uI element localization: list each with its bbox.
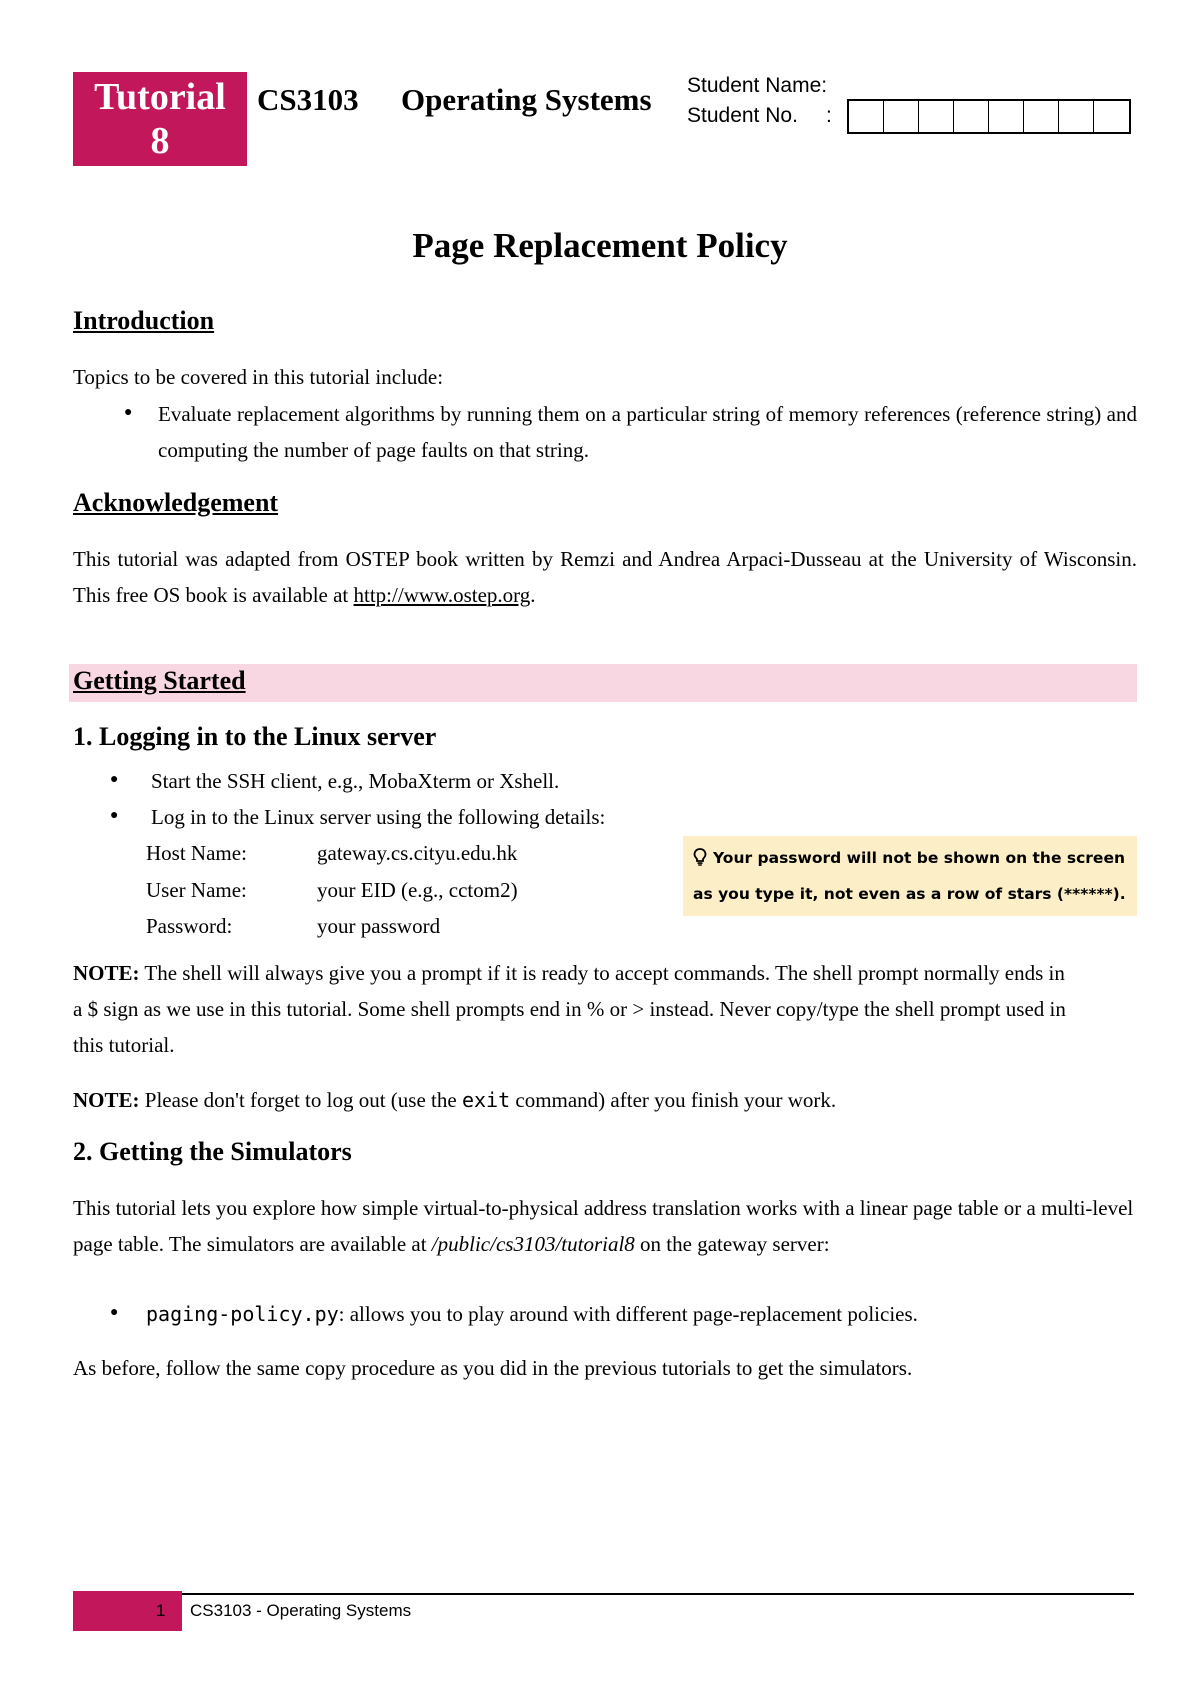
id-digit-box[interactable] [1059,101,1094,132]
password-label: Password: [146,914,233,938]
student-no-label: Student No. [687,104,798,127]
note2 [73,1082,1137,1118]
footer-rule [73,1593,1134,1595]
tutorial-badge [73,72,247,166]
student-name-label: Student Name: [687,74,828,97]
acknowledgement-heading: Acknowledgement [73,488,279,517]
id-digit-box[interactable] [1024,101,1059,132]
tip-line1: Your password will not be shown on the screen [713,849,1125,867]
exit-command: exit [461,1088,511,1112]
section2-title: 2. Getting the Simulators [73,1137,352,1166]
password-value: your password [317,914,441,938]
bullet-icon: ● [110,772,119,787]
course-code: CS3103 [257,82,359,117]
user-name-value: your EID (e.g., cctom2) [317,878,518,902]
note1 [73,955,1073,1063]
ostep-link[interactable]: http://www.ostep.org [353,583,531,607]
course-name: Operating Systems [401,82,652,117]
section2-closing: As before, follow the same copy procedure as you did in the previous tutorials to get the simulators. [73,1356,913,1380]
acknowledgement-body: This tutorial was adapted from OSTEP book written by Remzi and Andrea Arpaci-Dusseau at the University of Wisconsin. This free OS book is available at [73,547,1137,607]
footer-page-number: 1 [156,1601,166,1620]
section1-title: 1. Logging in to the Linux server [73,722,437,751]
section1-bullet1: Start the SSH client, e.g., MobaXterm or Xshell. [151,769,560,793]
getting-started-heading: Getting Started [73,666,246,695]
note1-text: The shell will always give you a prompt if it is ready to accept commands. The shell prompt normally ends in a $ sign as we use in this tutorial. Some shell prompts end in % or > instead. Never copy/type the shell prompt used in this tutorial. [73,961,1066,1057]
tip-line2: as you type it, not even as a row of stars (******). [693,885,1126,903]
host-name-value: gateway.cs.cityu.edu.hk [317,841,518,865]
introduction-bullet: Evaluate replacement algorithms by running them on a particular string of memory references (reference string) and computing the number of page faults on that string. [158,402,1137,462]
simulator-path: /public/cs3103/tutorial8 [431,1232,635,1256]
host-name-label: Host Name: [146,841,247,865]
section1-bullet2: Log in to the Linux server using the following details: [151,805,606,829]
section2-para-before: This tutorial lets you explore how simple virtual-to-physical address translation works with a linear page table or a multi-level page table. The simulators are available at [73,1196,1134,1256]
id-digit-box[interactable] [989,101,1024,132]
user-name-label: User Name: [146,878,247,902]
bullet-icon: ● [110,1305,119,1320]
introduction-heading: Introduction [73,306,215,335]
note2-after: command) after you finish your work. [510,1088,837,1112]
student-no-colon: : [826,104,832,127]
id-digit-box[interactable] [919,101,954,132]
bullet-icon: ● [110,808,119,823]
section2-bullet-text: : allows you to play around with different page-replacement policies. [338,1302,918,1326]
note2-before: Please don't forget to log out (use the [144,1088,462,1112]
introduction-lead: Topics to be covered in this tutorial include: [73,365,444,389]
acknowledgement-text [73,541,1137,613]
bullet-icon: ● [124,405,133,420]
footer-accent [73,1591,182,1631]
page-title: Page Replacement Policy [412,226,788,265]
lightbulb-icon [693,848,707,866]
student-no-boxes[interactable] [847,99,1131,134]
tutorial-badge-number: 8 [150,120,170,162]
note2-label: NOTE: [73,1088,140,1112]
paging-policy-script: paging-policy.py [146,1302,339,1326]
note1-label: NOTE: [73,961,140,985]
section2-paragraph [73,1190,1137,1262]
acknowledgement-period: . [530,583,536,607]
section2-para-after: on the gateway server: [634,1232,830,1256]
id-digit-box[interactable] [849,101,884,132]
footer-title: CS3103 - Operating Systems [190,1601,412,1620]
id-digit-box[interactable] [884,101,919,132]
id-digit-box[interactable] [1094,101,1129,132]
section2-bullet [146,1296,918,1332]
id-digit-box[interactable] [954,101,989,132]
tutorial-badge-line1: Tutorial [94,76,226,118]
password-tip [683,836,1137,916]
